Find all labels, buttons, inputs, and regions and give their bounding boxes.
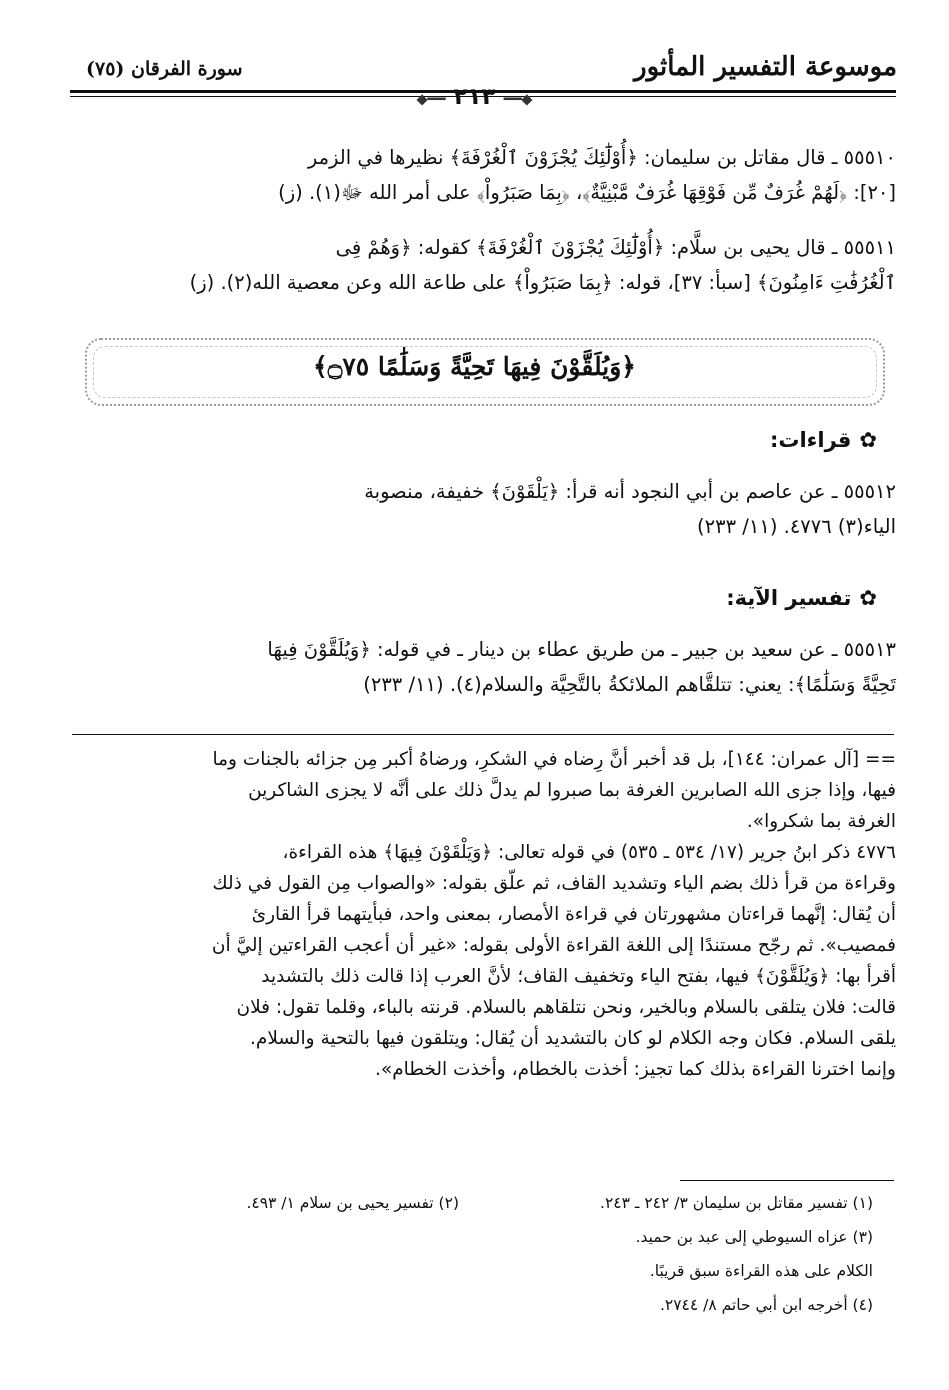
commentary-line: ٤٧٧٦ ذكر ابنُ جرير (١٧/ ٥٣٤ ـ ٥٣٥) في قوله تعالى: ﴿وَيَلْقَوْنَ فِيهَا﴾ هذه القراءة، xyxy=(282,842,896,863)
entry-line: ٥٥٥١٣ ـ عن سعيد بن جبير ـ من طريق عطاء بن دينار ـ في قوله: ﴿وَيُلَقَّوْنَ فِيهَا xyxy=(267,638,896,661)
entry-line: الياء(٣) ٤٧٧٦. (١١/ ٢٣٣) xyxy=(697,515,896,538)
ornament-right-icon: ⬥━━ xyxy=(503,90,533,108)
commentary-block xyxy=(70,744,896,1085)
commentary-divider xyxy=(72,734,894,735)
entry-55511 xyxy=(70,230,896,300)
commentary-line: == [آل عمران: ١٤٤]، بل قد أخبر أنَّ رِضاه في الشكرِ، ورضاهُ أكبر مِن جزائه بالجنات وما xyxy=(212,749,896,770)
commentary-line: الغرفة بما شكروا». xyxy=(746,811,896,832)
footnote-1: (١) تفسير مقاتل بن سليمان ٣/ ٢٤٢ ـ ٢٤٣. xyxy=(600,1194,873,1212)
commentary-line: فيها، وإذا جزى الله الصابرين الغرفة بما صبروا لم يدلَّ ذلك على أنَّه لا يجزى الشاكرين xyxy=(248,780,896,801)
page-number-text: ٢١٣ xyxy=(453,84,496,110)
book-title: موسوعة التفسير المأثور xyxy=(634,52,897,82)
footnote-4: (٤) أخرجه ابن أبي حاتم ٨/ ٢٧٤٤. xyxy=(659,1296,873,1314)
commentary-line: يلقى السلام. فكان وجه الكلام لو كان بالتشديد أن يُقال: ويتلقون فيها بالتحية والسلام. xyxy=(250,1028,896,1049)
ornament-left-icon: ━━⬥ xyxy=(416,90,446,108)
entry-55510 xyxy=(70,140,896,210)
surah-label: سورة الفرقان (٧٥) xyxy=(86,58,243,80)
page-number xyxy=(0,84,949,110)
entry-line: ٥٥٥١٠ ـ قال مقاتل بن سليمان: ﴿أُوْلَٰٓئِكَ يُجْزَوْنَ ٱلْغُرْفَةَ﴾ نظيرها في الزمر xyxy=(307,146,896,169)
commentary-line: أقرأ بها: ﴿وَيُلَقَّوْنَ﴾ فيها، بفتح الياء وتخفيف القاف؛ لأنَّ العرب إذا قالت ذلك بالتشديد xyxy=(261,966,896,987)
flower-ornament-icon: ✿ xyxy=(859,586,877,610)
commentary-line: فمصيب». ثم رجّح مستندًا إلى اللغة القراءة الأولى بقوله: «غير أن أعجب القراءتين إليَّ أن xyxy=(211,935,896,956)
entry-line: ٥٥٥١١ ـ قال يحيى بن سلَّام: ﴿أُوْلَٰٓئِكَ يُجْزَوْنَ ٱلْغُرْفَةَ﴾ كقوله: ﴿وَهُمْ فِى xyxy=(335,236,896,259)
commentary-line: وقراءة من قرأ ذلك بضم الياء وتشديد القاف، ثم علّق بقوله: «والصواب مِن القول في ذلك xyxy=(212,873,896,894)
entry-55512 xyxy=(70,474,896,544)
quran-verse: ﴿وَيُلَقَّوْنَ فِيهَا تَحِيَّةً وَسَلَٰمًا ۝٧٥﴾ xyxy=(313,352,636,381)
commentary-line: قالت: فلان يتلقى بالسلام وبالخير، ونحن نتلقاهم بالسلام. قرنته بالباء، وقلما تقول: فلان xyxy=(236,997,896,1018)
section-heading-qiraat xyxy=(770,428,877,452)
entry-55513 xyxy=(70,632,896,702)
commentary-line: أن يُقال: إنَّهما قراءتان مشهورتان في قراءة الأمصار، بمعنى واحد، فبأيتهما قرأ القارئ xyxy=(251,904,896,925)
footnote-2: (٢) تفسير يحيى بن سلام ١/ ٤٩٣. xyxy=(246,1194,459,1212)
footnote-3: (٣) عزاه السيوطي إلى عبد بن حميد. xyxy=(635,1228,873,1246)
entry-line: تَحِيَّةً وَسَلَٰمًا﴾: يعني: تتلقَّاهم الملائكةُ بالتَّحِيَّة والسلام(٤). (١١/ ٢٣٣) xyxy=(363,673,896,696)
flower-ornament-icon: ✿ xyxy=(859,428,877,452)
commentary-line: وإنما اخترنا القراءة بذلك كما تجيز: أخذت بالخطام، وأخذت الخطام». xyxy=(375,1059,896,1080)
section-heading-tafsir xyxy=(726,586,877,610)
entry-line: ٥٥٥١٢ ـ عن عاصم بن أبي النجود أنه قرأ: ﴿يَلْقَوْنَ﴾ خفيفة، منصوبة xyxy=(364,480,896,503)
footnote-rule xyxy=(680,1180,894,1181)
section-heading-text: قراءات: xyxy=(769,428,852,452)
section-heading-text: تفسير الآية: xyxy=(726,586,852,610)
entry-line: ٱلْغُرُفَٰتِ ءَامِنُونَ﴾ [سبأ: ٣٧]، قوله: ﴿بِمَا صَبَرُواْ﴾ على طاعة الله وعن معصية الله(٢). (ز) xyxy=(189,271,896,294)
entry-line: [٢٠]: ﴿لَهُمْ غُرَفٌ مِّن فَوْقِهَا غُرَفٌ مَّبْنِيَّةٌ﴾، ﴿بِمَا صَبَرُواْ﴾ على أمر الله ﷻ(١). (ز) xyxy=(278,181,896,204)
footnote-3-note: الكلام على هذه القراءة سبق قريبًا. xyxy=(649,1262,873,1280)
